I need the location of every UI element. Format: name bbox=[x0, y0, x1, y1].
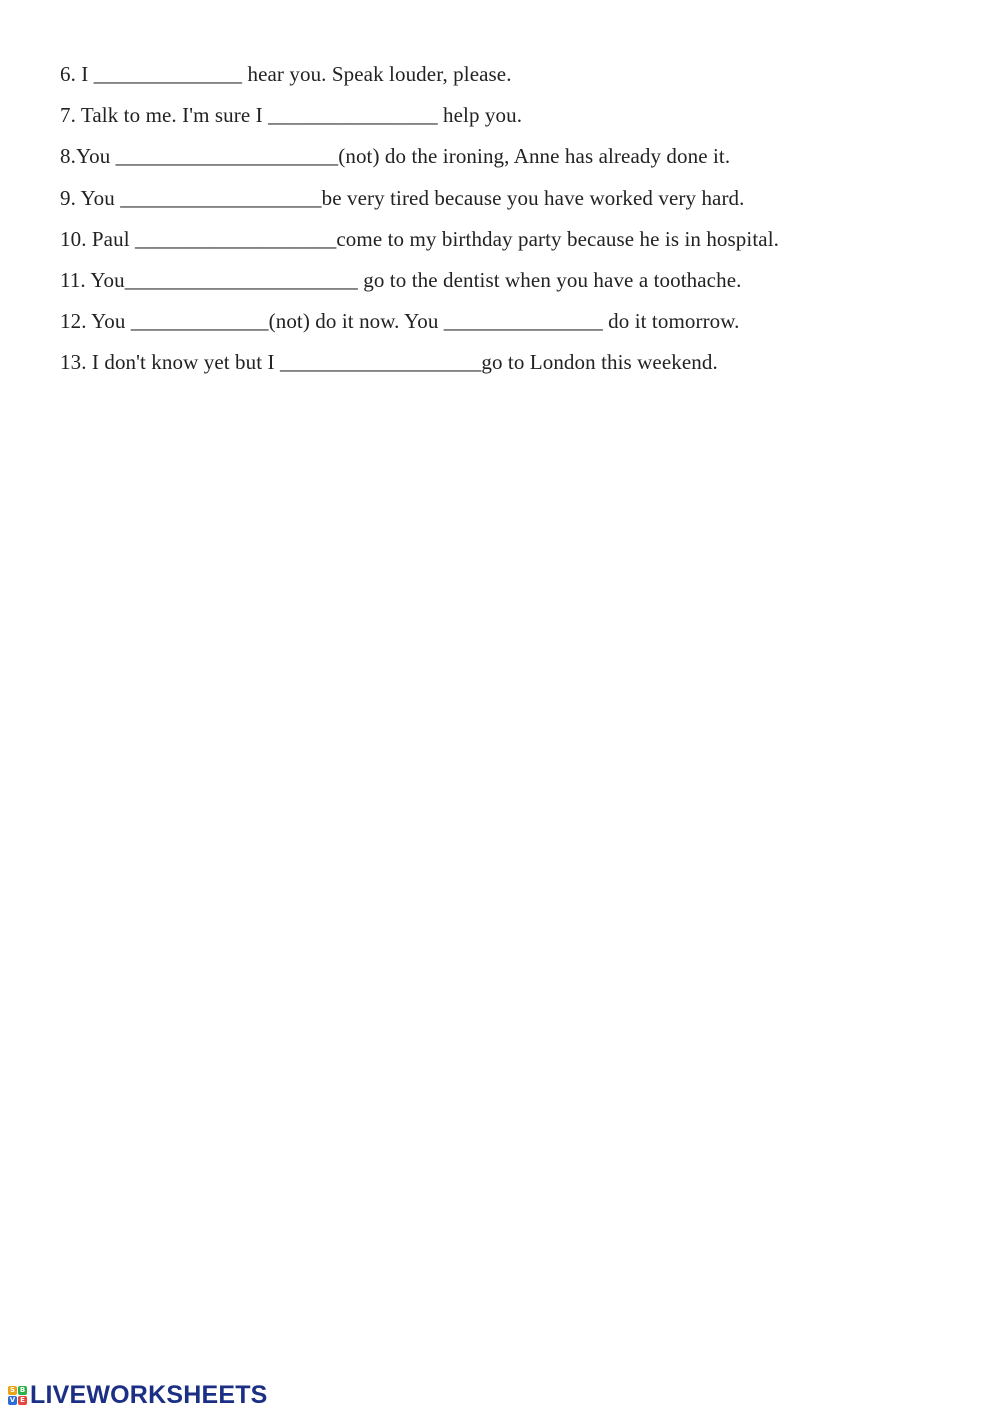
exercise-line-11: 11. You______________________ go to the dentist when you have a toothache. bbox=[60, 267, 742, 292]
exercise-line-12: 12. You _____________(not) do it now. You _______________ do it tomorrow. bbox=[60, 309, 740, 334]
liveworksheets-logo-icon bbox=[8, 1386, 27, 1405]
exercise-line-6: 6. I ______________ hear you. Speak louder, please. bbox=[60, 62, 512, 86]
exercise-line-13: 13. I don't know yet but I ___________________go to London this weekend. bbox=[60, 350, 718, 375]
logo-square-1: S bbox=[9, 1385, 16, 1394]
exercise-line-8: 8.You _____________________(not) do the ironing, Anne has already done it. bbox=[60, 144, 731, 169]
liveworksheets-logo bbox=[8, 1381, 268, 1409]
logo-square-2: B bbox=[19, 1385, 26, 1394]
exercise-line-10: 10. Paul ___________________come to my birthday party because he is in hospital. bbox=[60, 226, 779, 251]
worksheet-exercises bbox=[60, 58, 960, 388]
exercise-line-9: 9. You ___________________be very tired because you have worked very hard. bbox=[60, 185, 745, 210]
logo-square-4: E bbox=[18, 1396, 27, 1405]
exercise-line-7: 7. Talk to me. I'm sure I ________________ help you. bbox=[60, 103, 523, 128]
logo-text: LIVEWORKSHEETS bbox=[30, 1380, 268, 1409]
logo-square-3: V bbox=[9, 1395, 16, 1404]
